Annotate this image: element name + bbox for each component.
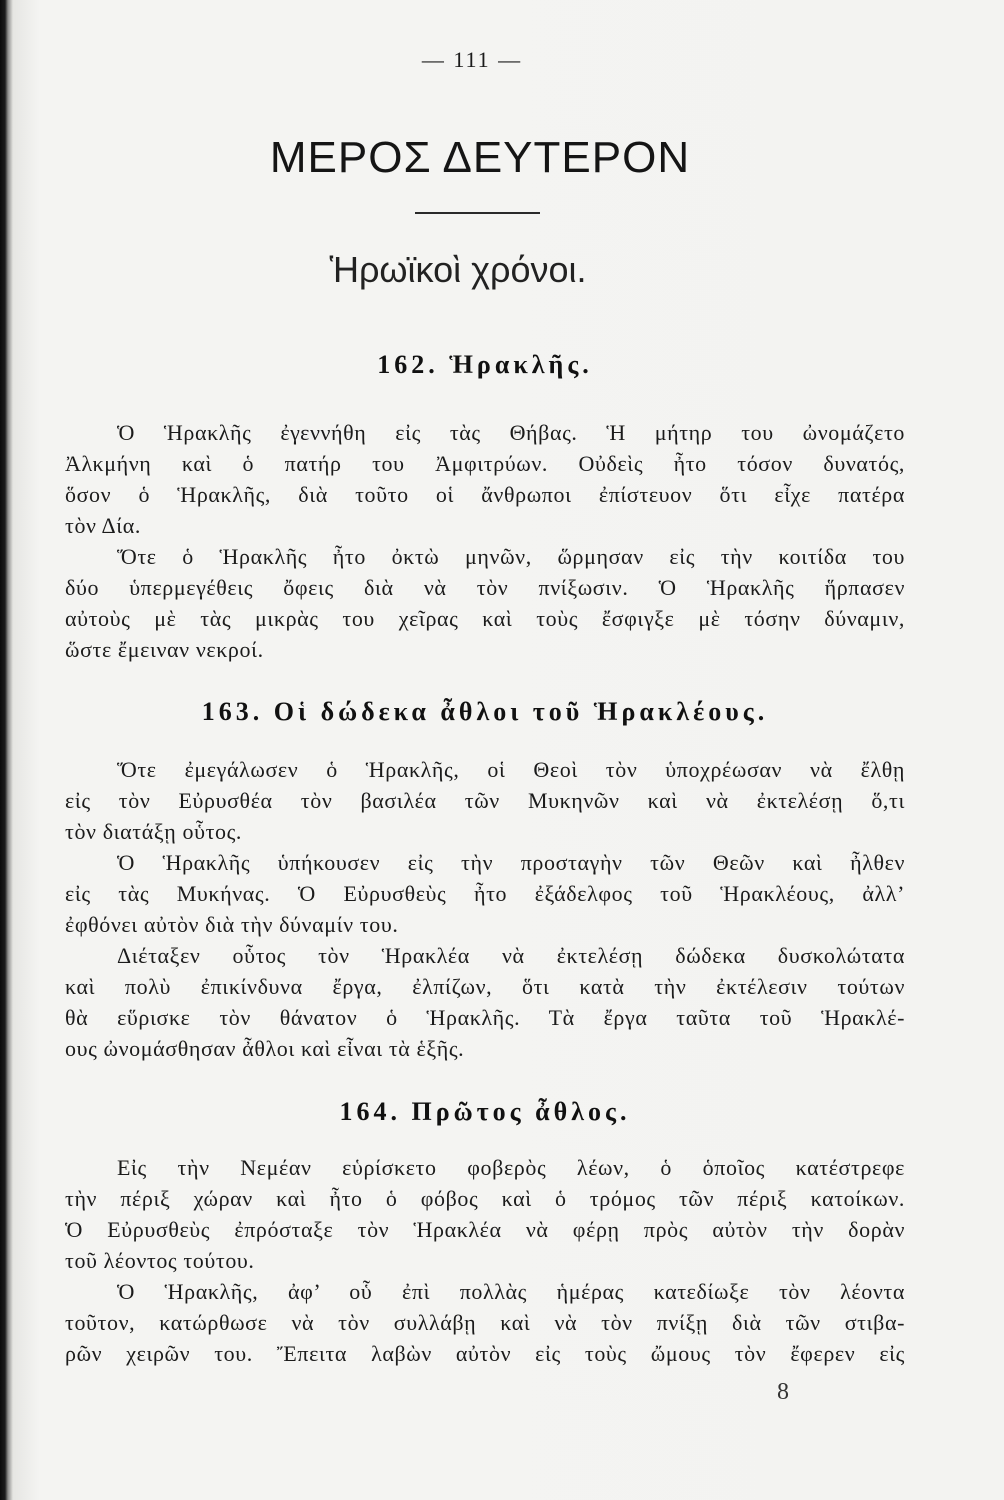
signature-mark: 8 (777, 1379, 789, 1405)
body-line: ὅσον ὁ Ἡρακλῆς, διὰ τοῦτο οἱ ἄνθρωποι ἐπίστευον ὅτι εἶχε πατέρα (65, 482, 905, 507)
body-line: Ὁ Ἡρακλῆς ἐγεννήθη εἰς τὰς Θήβας. Ἡ μήτηρ του ὠνομάζετο (117, 420, 905, 445)
body-line: καὶ πολὺ ἐπικίνδυνα ἔργα, ἐλπίζων, ὅτι κατὰ τὴν ἐκτέλεσιν τούτων (65, 974, 905, 999)
body-line: Ὁ Ἡρακλῆς, ἀφ’ οὗ ἐπὶ πολλὰς ἡμέρας κατεδίωξε τὸν λέοντα (117, 1279, 905, 1304)
body-line: τὸν διατάξῃ οὗτος. (65, 819, 243, 844)
section-heading-162: 162. Ἡρακλῆς. (377, 350, 593, 379)
body-line: Εἰς τὴν Νεμέαν εὑρίσκετο φοβερὸς λέων, ὁ ὁποῖος κατέστρεφε (117, 1155, 905, 1180)
body-line: δύο ὑπερμεγέθεις ὄφεις διὰ νὰ τὸν πνίξωσιν. Ὁ Ἡρακλῆς ἥρπασεν (65, 575, 905, 600)
section-heading-163: 163. Οἱ δώδεκα ἆθλοι τοῦ Ἡρακλέους. (201, 697, 769, 726)
body-line: ὥστε ἔμειναν νεκροί. (65, 637, 264, 662)
body-line: τοῦ λέοντος τούτου. (65, 1248, 255, 1273)
body-line: εἰς τὰς Μυκήνας. Ὁ Εὐρυσθεὺς ἦτο ἐξάδελφος τοῦ Ἡρακλέους, ἀλλ’ (65, 881, 905, 906)
body-line: τὴν πέριξ χώραν καὶ ἦτο ὁ φόβος καὶ ὁ τρόμος τῶν πέριξ κατοίκων. (65, 1186, 905, 1211)
body-line: τοῦτον, κατώρθωσε νὰ τὸν συλλάβῃ καὶ νὰ τὸν πνίξῃ διὰ τῶν στιβα- (65, 1310, 905, 1335)
body-line: αὐτοὺς μὲ τὰς μικρὰς του χεῖρας καὶ τοὺς ἔσφιγξε μὲ τόσην δύναμιν, (65, 606, 905, 631)
subtitle: Ἡρωϊκοὶ χρόνοι. (329, 249, 587, 290)
section-body-163 (65, 754, 905, 1064)
body-line: θὰ εὕρισκε τὸν θάνατον ὁ Ἡρακλῆς. Τὰ ἔργα ταῦτα τοῦ Ἡρακλέ- (65, 1005, 905, 1030)
part-title: ΜΕΡΟΣ ΔΕΥΤΕΡΟΝ (269, 133, 691, 182)
body-line: Ἀλκμήνη καὶ ὁ πατήρ του Ἀμφιτρύων. Οὐδεὶς ἦτο τόσον δυνατός, (65, 451, 905, 476)
body-line: Ὅτε ἐμεγάλωσεν ὁ Ἡρακλῆς, οἱ Θεοὶ τὸν ὑποχρέωσαν νὰ ἔλθῃ (117, 757, 905, 782)
body-line: Ὅτε ὁ Ἡρακλῆς ἦτο ὀκτὼ μηνῶν, ὥρμησαν εἰς τὴν κοιτίδα του (117, 544, 905, 569)
body-line: Ὁ Ἡρακλῆς ὑπήκουσεν εἰς τὴν προσταγὴν τῶν Θεῶν καὶ ἦλθεν (117, 850, 905, 875)
section-body-162 (65, 417, 905, 665)
section-body-164 (65, 1152, 905, 1369)
title-rule (415, 212, 540, 214)
body-line: εἰς τὸν Εὐρυσθέα τὸν βασιλέα τῶν Μυκηνῶν καὶ νὰ ἐκτελέσῃ ὅ,τι (65, 788, 905, 813)
body-line: ους ὠνομάσθησαν ἆθλοι καὶ εἶναι τὰ ἑξῆς. (65, 1036, 465, 1061)
body-line: ἐφθόνει αὐτὸν διὰ τὴν δύναμίν του. (65, 912, 399, 937)
section-heading-164: 164. Πρῶτος ἆθλος. (339, 1097, 631, 1126)
body-line: ρῶν χειρῶν του. Ἔπειτα λαβὼν αὐτὸν εἰς τοὺς ὤμους τὸν ἔφερεν εἰς (65, 1341, 905, 1366)
page-number: — 111 — (421, 47, 523, 72)
body-line: τὸν Δία. (65, 513, 141, 538)
body-line: Ὁ Εὐρυσθεὺς ἐπρόσταξε τὸν Ἡρακλέα νὰ φέρῃ πρὸς αὐτὸν τὴν δορὰν (65, 1217, 905, 1242)
body-line: Διέταξεν οὗτος τὸν Ἡρακλέα νὰ ἐκτελέσῃ δώδεκα δυσκολώτατα (117, 943, 905, 968)
